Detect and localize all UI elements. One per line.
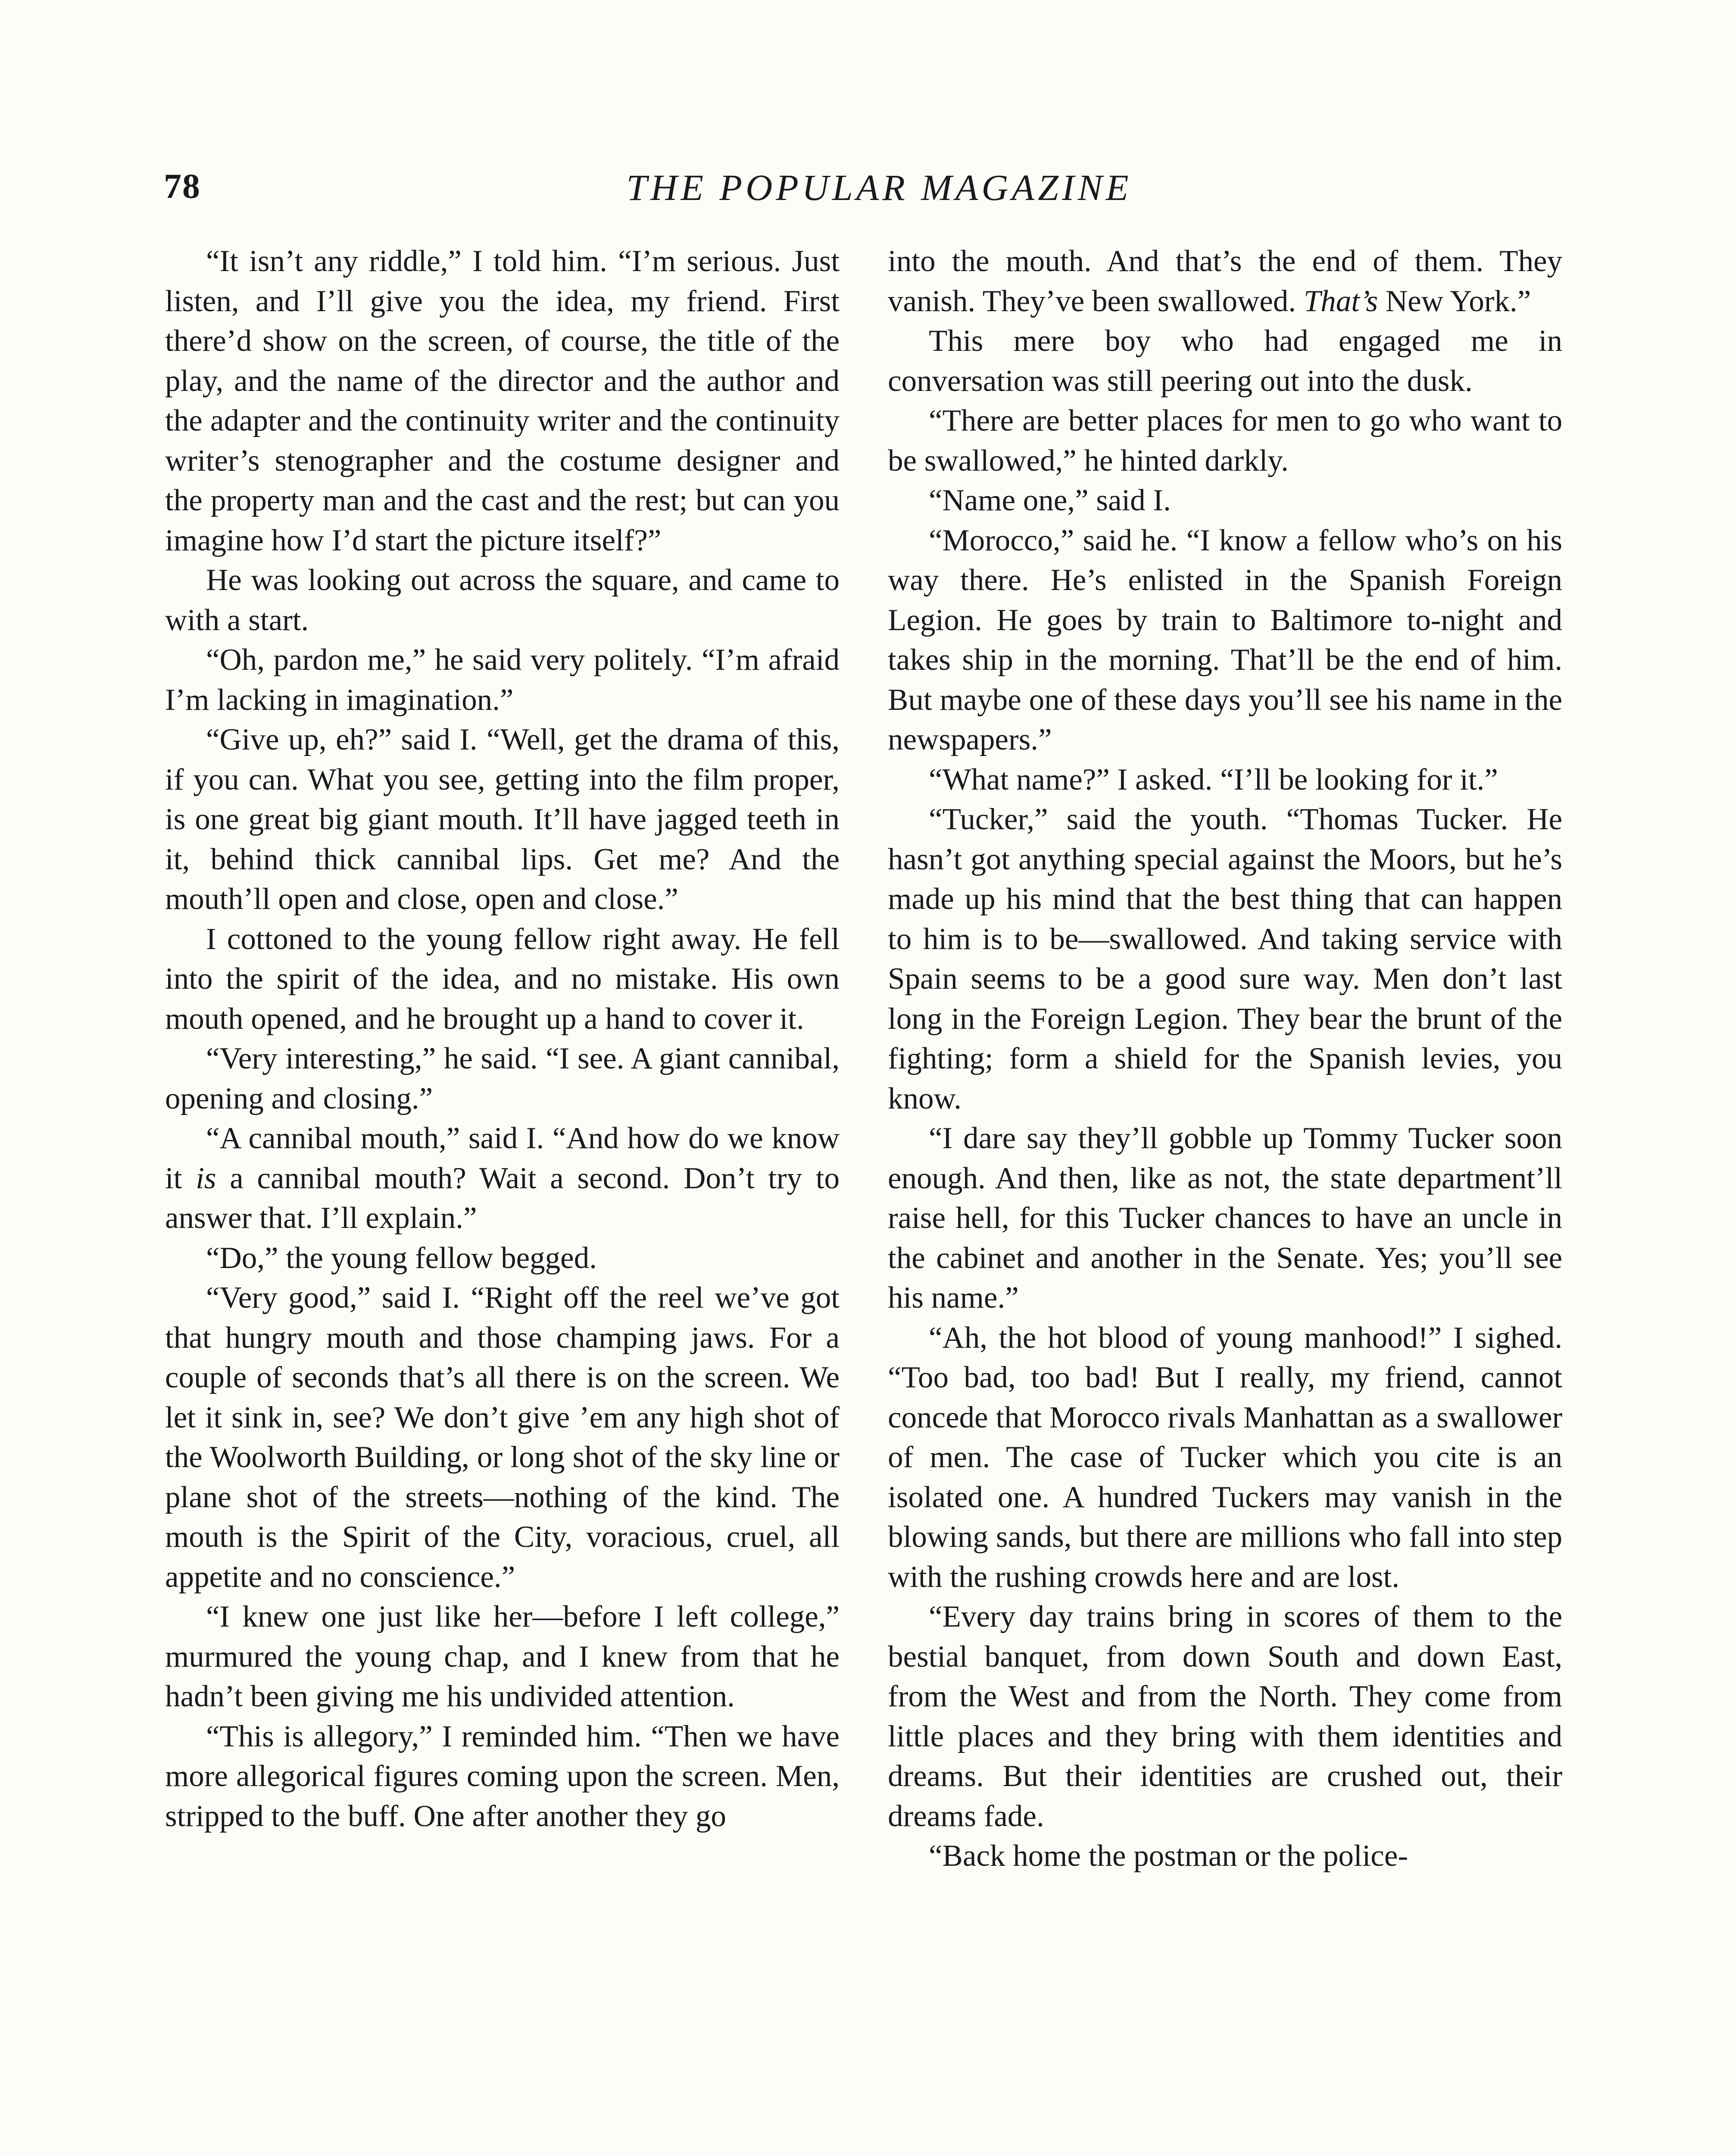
paragraph: “This is allegory,” I reminded him. “Then we have more allegorical figures coming upon the screen. Men, stripped to the buff. One after another they go (165, 1719, 840, 1833)
paragraph: “It isn’t any riddle,” I told him. “I’m serious. Just listen, and I’ll give you the idea, my friend. First there’d show on the screen, of course, the title of the play, and the name of the director and the author and the adapter and the continuity writer and the continuity writer’s stenographer and the costume designer and the property man and the cast and the rest; but can you imagine how I’d start the picture itself?” (165, 244, 840, 557)
paragraph: “Back home the postman or the police- (929, 1839, 1408, 1873)
paragraph: “I knew one just like her—before I left college,” murmured the young chap, and I knew from that he hadn’t been giving me his undivided attention. (165, 1600, 840, 1713)
text-run: into the mouth. And that’s the end of them. They vanish. They’ve been swallowed. (888, 244, 1562, 318)
paragraph: “Do,” the young fellow begged. (206, 1241, 597, 1275)
paragraph: He was looking out across the square, and came to with a start. (165, 563, 840, 637)
paragraph (165, 1118, 840, 1238)
paragraph: “Every day trains bring in scores of them to the bestial banquet, from down South and down East, from the West and from the North. They come from little places and they bring with them identities and dreams. But their identities are crushed out, their dreams fade. (888, 1600, 1562, 1833)
paragraph: “Very interesting,” he said. “I see. A giant cannibal, opening and closing.” (165, 1042, 840, 1115)
paragraph: “Ah, the hot blood of young manhood!” I sighed. “Too bad, too bad! But I really, my friend, cannot concede that Morocco rivals Manhattan as a swallower of men. The case of Tucker which you cite is an isolated one. A hundred Tuckers may vanish in the blowing sands, but there are millions who fall into step with the rushing crowds here and are lost. (888, 1321, 1562, 1594)
paragraph: “Very good,” said I. “Right off the reel we’ve got that hungry mouth and those champing jaws. For a couple of seconds that’s all there is on the screen. We let it sink in, see? We don’t give ’em any high shot of the Woolworth Building, or long shot of the sky line or plane shot of the streets—nothing of the kind. The mouth is the Spirit of the City, voracious, cruel, all appetite and no conscience.” (165, 1281, 840, 1594)
paragraph: “I dare say they’ll gobble up Tommy Tucker soon enough. And then, like as not, the state department’ll raise hell, for this Tucker chances to have an uncle in the cabinet and another in the Senate. Yes; you’ll see his name.” (888, 1121, 1562, 1315)
paragraph: “Tucker,” said the youth. “Thomas Tucker. He hasn’t got anything special against the Moors, but he’s made up his mind that the best thing that can happen to him is to be—swallowed. And taking service with Spain seems to be a good sure way. Men don’t last long in the Foreign Legion. They bear the brunt of the fighting; form a shield for the Spanish levies, you know. (888, 803, 1562, 1115)
italic-word: That’s (1303, 284, 1378, 318)
text-run: a cannibal mouth? Wait a second. Don’t try to answer that. I’ll explain.” (165, 1161, 840, 1235)
right-column (888, 241, 1562, 1876)
text-run: “A cannibal mouth,” said I. “And how do we know it (165, 1121, 840, 1195)
paragraph: “Morocco,” said he. “I know a fellow who’s on his way there. He’s enlisted in the Spanish Foreign Legion. He goes by train to Baltimore to-night and takes ship in the morning. That’ll be the end of him. But maybe one of these days you’ll see his name in the newspapers.” (888, 523, 1562, 756)
paragraph: I cottoned to the young fellow right away. He fell into the spirit of the idea, and no mistake. His own mouth opened, and he brought up a hand to cover it. (165, 922, 840, 1036)
paragraph: This mere boy who had engaged me in conversation was still peering out into the dusk. (888, 324, 1562, 398)
paragraph: “What name?” I asked. “I’ll be looking for it.” (929, 762, 1498, 796)
left-column (165, 241, 840, 1836)
italic-word: is (196, 1161, 216, 1195)
text-run: New York.” (1378, 284, 1531, 318)
paragraph: “There are better places for men to go who want to be swallowed,” he hinted darkly. (888, 404, 1562, 478)
page-number: 78 (164, 166, 201, 206)
paragraph: “Give up, eh?” said I. “Well, get the drama of this, if you can. What you see, getting into the film proper, is one great big giant mouth. It’ll have jagged teeth in it, behind thick cannibal lips. Get me? And the mouth’ll open and close, open and close.” (165, 723, 840, 916)
paragraph: “Name one,” said I. (929, 484, 1171, 517)
running-title: THE POPULAR MAGAZINE (626, 167, 1132, 208)
paragraph: “Oh, pardon me,” he said very politely. “I’m afraid I’m lacking in imagination.” (165, 643, 840, 717)
paragraph-continued (888, 241, 1562, 321)
